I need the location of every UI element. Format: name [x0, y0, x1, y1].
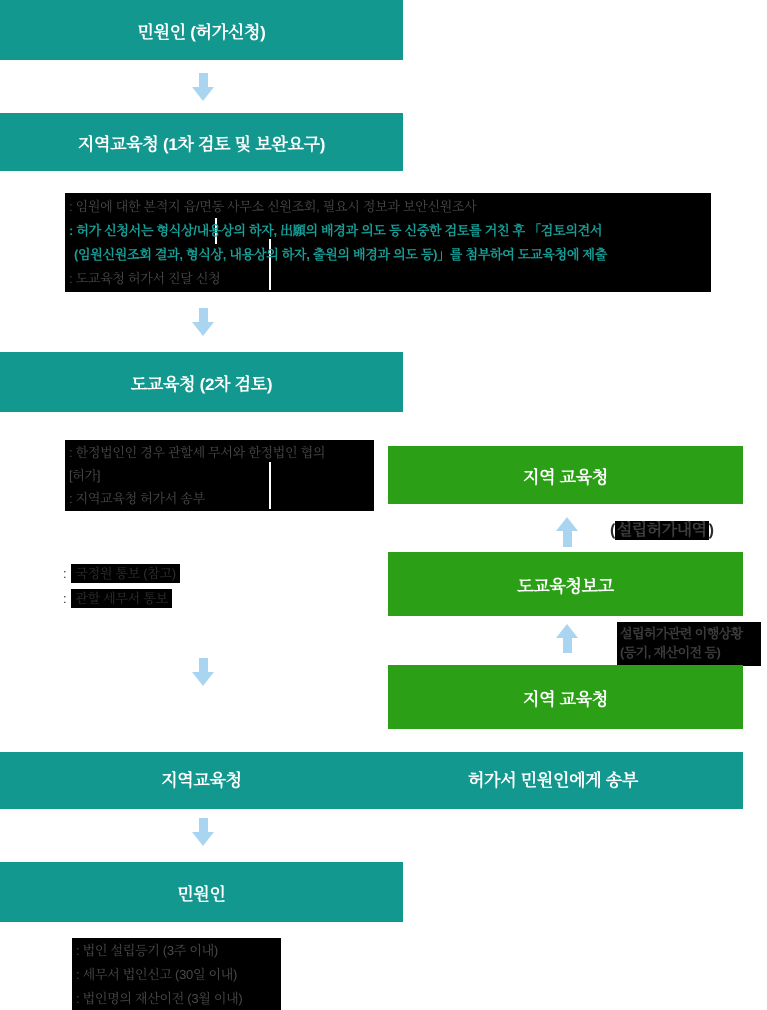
- node-regional-office-green-2: [388, 665, 743, 729]
- node-regional-office-first-review: [0, 113, 403, 171]
- label-line: 설립허가관련 이행상황: [620, 626, 743, 641]
- label-implementation-status: [617, 622, 761, 666]
- node-applicant-bottom: [0, 862, 403, 922]
- note-line: : 관할 세무서 통보: [63, 586, 180, 611]
- note-line-highlight: 관할 세무서 통보: [71, 589, 171, 608]
- note-first-review-details: [65, 193, 711, 292]
- label-line: (등기, 재산이전 등): [620, 645, 721, 660]
- note-line: (임원신원조회 결과, 형식상, 내용상의 하자, 출원의 배경과 의도 등)」를 첨부하여 도교육청에 제출: [74, 247, 607, 262]
- node-provincial-office-second-review: [0, 352, 403, 412]
- label-permit-history-text: 설립허가내역: [616, 522, 707, 539]
- node-regional-office-green-1-label: 지역 교육청: [522, 467, 609, 487]
- note-notifications: [63, 561, 180, 611]
- note-line: : 지역교육청 허가서 송부: [69, 491, 205, 506]
- note-line: : 한정법인인 경우 관할세 무서와 한정법인 협의: [69, 445, 326, 460]
- note-consultation: [65, 440, 374, 511]
- note-line: : 법인 설립등기 (3주 이내): [76, 943, 218, 958]
- node-applicant-top-label: 민원인 (허가신청): [137, 22, 266, 42]
- node-applicant-top: [0, 0, 403, 60]
- note-line: : 허가 신청서는 형식상/내용상의 하자, 出願의 배경과 의도 등 신중한 검토를 거친 후 「검토의견서: [69, 223, 603, 238]
- note-line: : 임원에 대한 본적지 읍/면동 사무소 신원조회, 필요시 정보과 보안신원조사: [69, 199, 477, 214]
- bar-send-permit-label: 허가서 민원인에게 송부: [467, 771, 639, 790]
- node-provincial-report: [388, 552, 743, 616]
- node-regional-office-first-review-label: 지역교육청 (1차 검토 및 보완요구): [77, 134, 326, 154]
- note-line: : 세무서 법인신고 (30일 이내): [76, 967, 238, 982]
- note-line: [허가]: [69, 468, 101, 483]
- note-post-establishment: [72, 938, 281, 1010]
- node-applicant-bottom-label: 민원인: [177, 884, 226, 904]
- arrow-up-icon-1: [556, 517, 578, 547]
- node-regional-office-green-1: [388, 446, 743, 504]
- node-provincial-office-second-review-label: 도교육청 (2차 검토): [130, 374, 273, 394]
- arrow-down-icon-1: [192, 73, 214, 101]
- note-line: : 법인명의 재산이전 (3월 이내): [76, 991, 243, 1006]
- bar-regional-office-label: 지역교육청: [161, 771, 242, 790]
- note-line: : 도교육청 허가서 진달 신청: [69, 271, 221, 286]
- label-permit-history: [610, 517, 713, 540]
- arrow-down-icon-2: [192, 308, 214, 336]
- arrow-down-icon-4: [192, 818, 214, 846]
- arrow-down-icon-3: [192, 658, 214, 686]
- note-line-highlight: 국정원 통보 (참고): [71, 564, 180, 583]
- note-line: : 국정원 통보 (참고): [63, 561, 180, 586]
- node-provincial-report-label: 도교육청보고: [517, 576, 614, 596]
- label-paren-close: ): [708, 522, 714, 539]
- arrow-up-icon-2: [556, 624, 578, 653]
- node-regional-office-green-2-label: 지역 교육청: [522, 689, 609, 709]
- label-paren-open: (: [610, 522, 615, 539]
